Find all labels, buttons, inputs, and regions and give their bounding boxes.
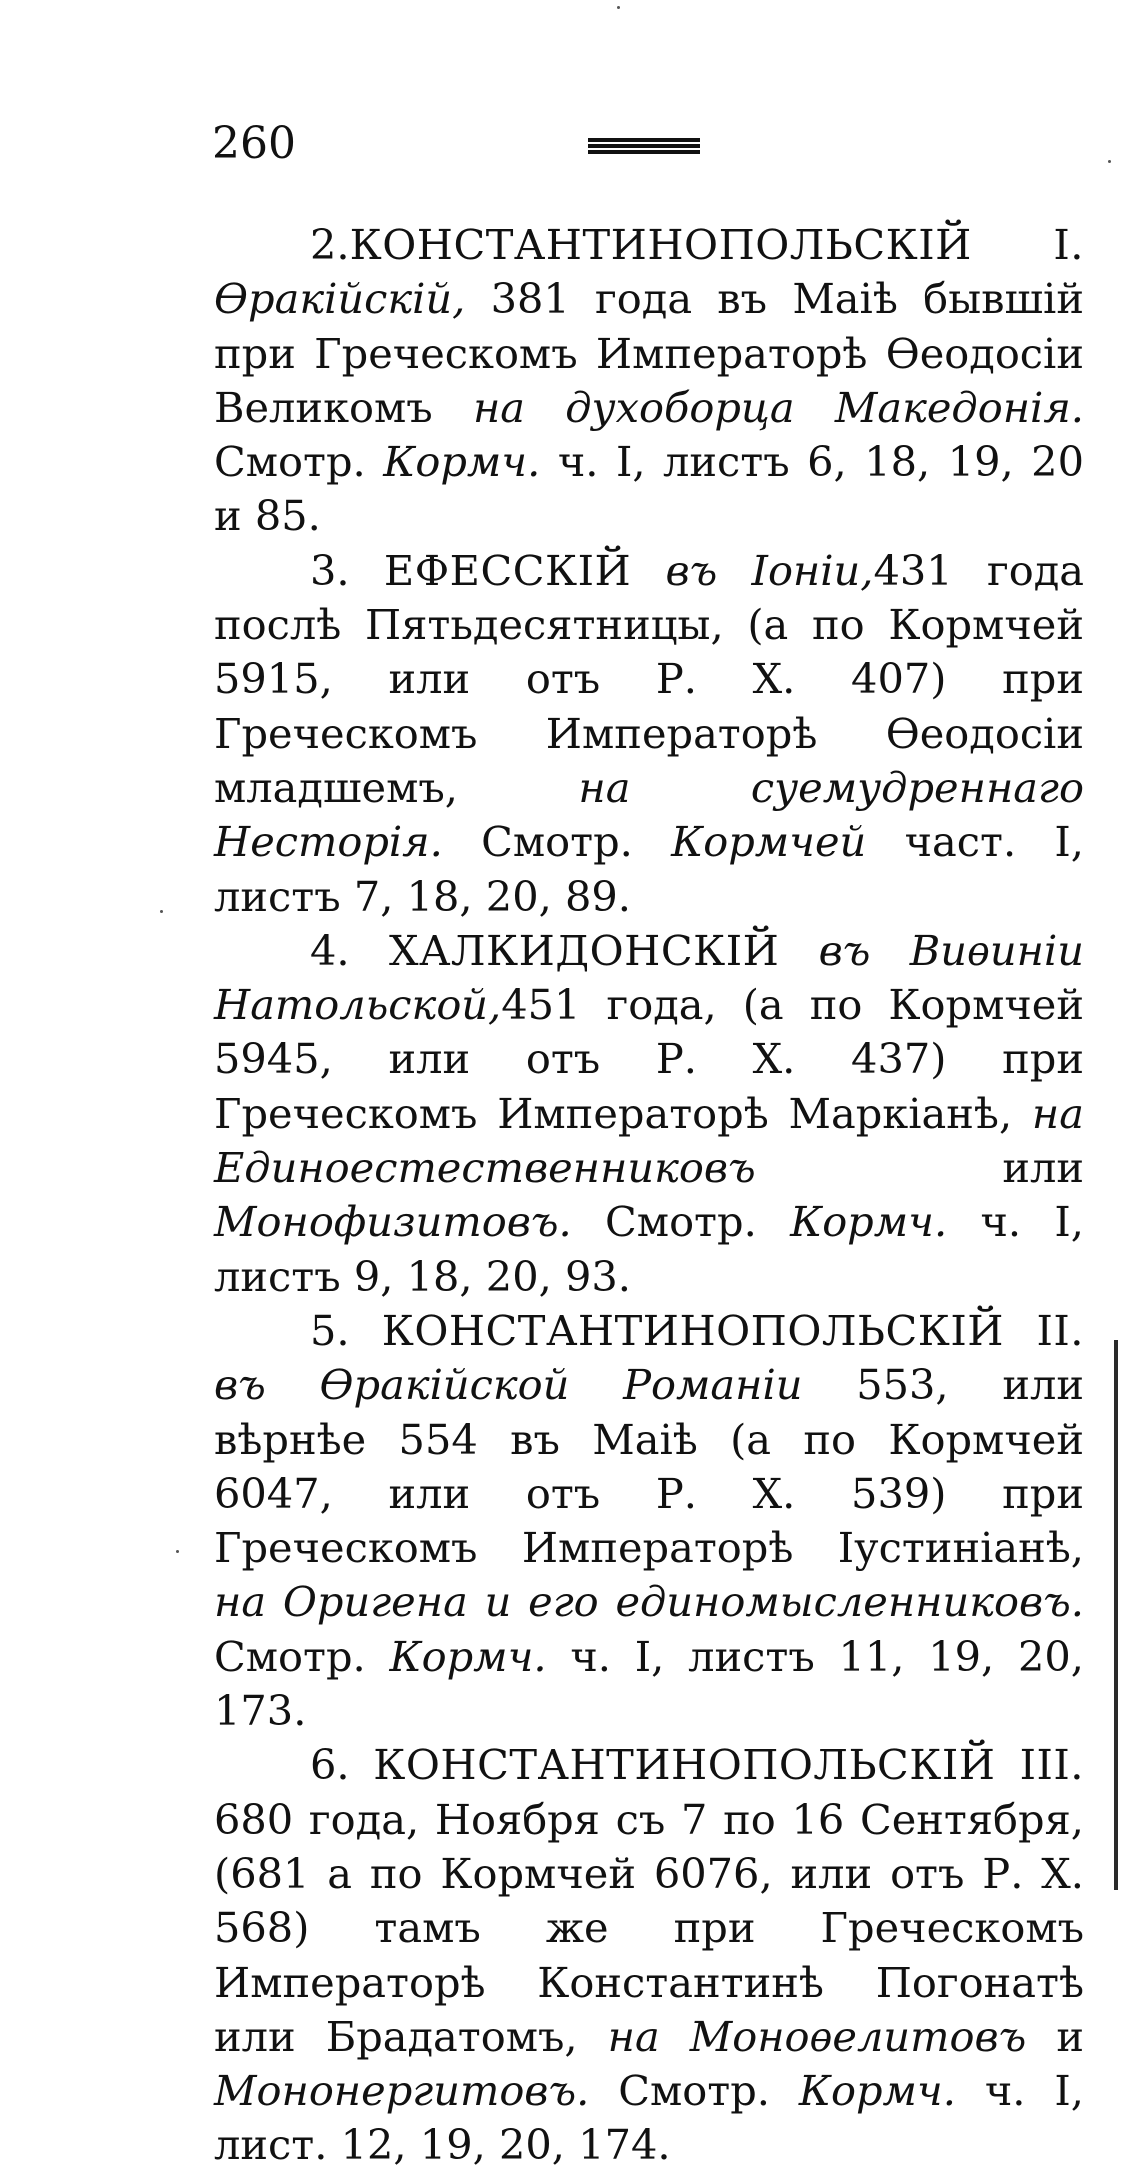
header-ornament bbox=[588, 138, 700, 160]
reference-book: Кормч. bbox=[389, 1631, 547, 1681]
scan-speck bbox=[617, 6, 620, 9]
reference-label: Смотр. bbox=[214, 437, 366, 487]
council-place: въ Іоніи, bbox=[665, 545, 874, 595]
reference-pages: част. I, листъ 7, 18, 20, 89. bbox=[214, 817, 1084, 921]
entry-council-4 bbox=[214, 924, 1084, 1304]
entry-number: 3. bbox=[310, 545, 350, 595]
entry-council-5 bbox=[214, 1304, 1084, 1738]
council-place: въ Виѳиніи Натольской, bbox=[214, 925, 1084, 1030]
heresy-name: на духоборца Македонія. bbox=[472, 382, 1084, 432]
scan-speck bbox=[160, 910, 163, 913]
heresy-name: на суемудреннаго Несторія. bbox=[214, 762, 1084, 867]
scan-speck bbox=[1108, 160, 1111, 163]
entry-text: 680 года, Ноября съ 7 по 16 Сентября, (681 а по Кормчей 6076, или отъ Р. Х. 568) тамъ же при Греческомъ Императорѣ Константинѣ Погонатѣ или Брадатомъ, bbox=[214, 1794, 1084, 2061]
entry-number: 6. bbox=[310, 1740, 350, 1790]
heresy-name: на Моноѳелитовъ bbox=[607, 2011, 1027, 2061]
entry-text: 451 года, (а по Кормчей 5945, или отъ Р. Х. 437) при Греческомъ Императорѣ Маркіанѣ, bbox=[214, 980, 1084, 1138]
entry-council-3 bbox=[214, 544, 1084, 924]
reference-pages: ч. I, листъ 6, 18, 19, 20 и 85. bbox=[214, 437, 1084, 541]
reference-label: Смотр. bbox=[481, 817, 633, 867]
reference-book: Кормч. bbox=[383, 437, 541, 487]
reference-pages: ч. I, листъ 11, 19, 20, 173. bbox=[214, 1631, 1084, 1736]
entry-number: 5. bbox=[310, 1305, 350, 1355]
entry-text: 381 года въ Маіѣ бывшій при Греческомъ Императорѣ Ѳеодосіи Великомъ bbox=[214, 274, 1084, 432]
entry-council-2 bbox=[214, 218, 1084, 544]
page-number: 260 bbox=[212, 118, 296, 169]
council-place: въ Ѳракійской Романіи bbox=[214, 1360, 803, 1410]
council-name: КОНСТАНТИНОПОЛЬСКІЙ ІІІ. bbox=[373, 1740, 1084, 1790]
reference-book: Кормч. bbox=[790, 1197, 948, 1247]
council-name: КОНСТАНТИНОПОЛЬСКІЙ ІІ. bbox=[381, 1305, 1084, 1355]
reference-label: Смотр. bbox=[605, 1197, 757, 1247]
council-name: ЕФЕССКІЙ bbox=[383, 545, 632, 595]
entry-connector: или bbox=[1002, 1143, 1084, 1193]
council-list bbox=[214, 218, 1084, 2173]
scan-speck bbox=[176, 1550, 179, 1553]
heresy-name: на Единоестественниковъ bbox=[214, 1088, 1084, 1193]
heresy-name: на Оригена и его единомысленниковъ. bbox=[214, 1577, 1084, 1627]
reference-book: Кормчей bbox=[671, 817, 867, 867]
entry-text: 553, или вѣрнѣе 554 въ Маіѣ (а по Кормчей 6047, или отъ Р. Х. 539) при Греческомъ Императорѣ Іустиніанѣ, bbox=[214, 1360, 1084, 1573]
reference-pages: ч. I, лист. 12, 19, 20, 174. bbox=[214, 2066, 1084, 2170]
council-place: Ѳракійскій, bbox=[214, 274, 466, 324]
council-name: КОНСТАНТИНОПОЛЬСКІЙ І. bbox=[349, 220, 1084, 269]
entry-number: 4. bbox=[310, 925, 350, 975]
reference-label: Смотр. bbox=[618, 2066, 770, 2116]
reference-label: Смотр. bbox=[214, 1631, 366, 1681]
scan-edge-shadow bbox=[1114, 1340, 1118, 1890]
council-name: ХАЛКИДОНСКІЙ bbox=[388, 925, 780, 975]
entry-council-6 bbox=[214, 1738, 1084, 2172]
reference-book: Кормч. bbox=[798, 2066, 956, 2116]
heresy-name-alt: Мононергитовъ. bbox=[214, 2066, 590, 2116]
entry-text: 431 года послѣ Пятьдесятницы, (а по Кормчей 5915, или отъ Р. Х. 407) при Греческомъ Императорѣ Ѳеодосіи младшемъ, bbox=[214, 545, 1084, 812]
heresy-name-alt: Монофизитовъ. bbox=[214, 1197, 572, 1247]
entry-connector: и bbox=[1056, 2011, 1084, 2061]
reference-pages: ч. I, листъ 9, 18, 20, 93. bbox=[214, 1197, 1084, 1301]
entry-number: 2. bbox=[310, 220, 350, 269]
